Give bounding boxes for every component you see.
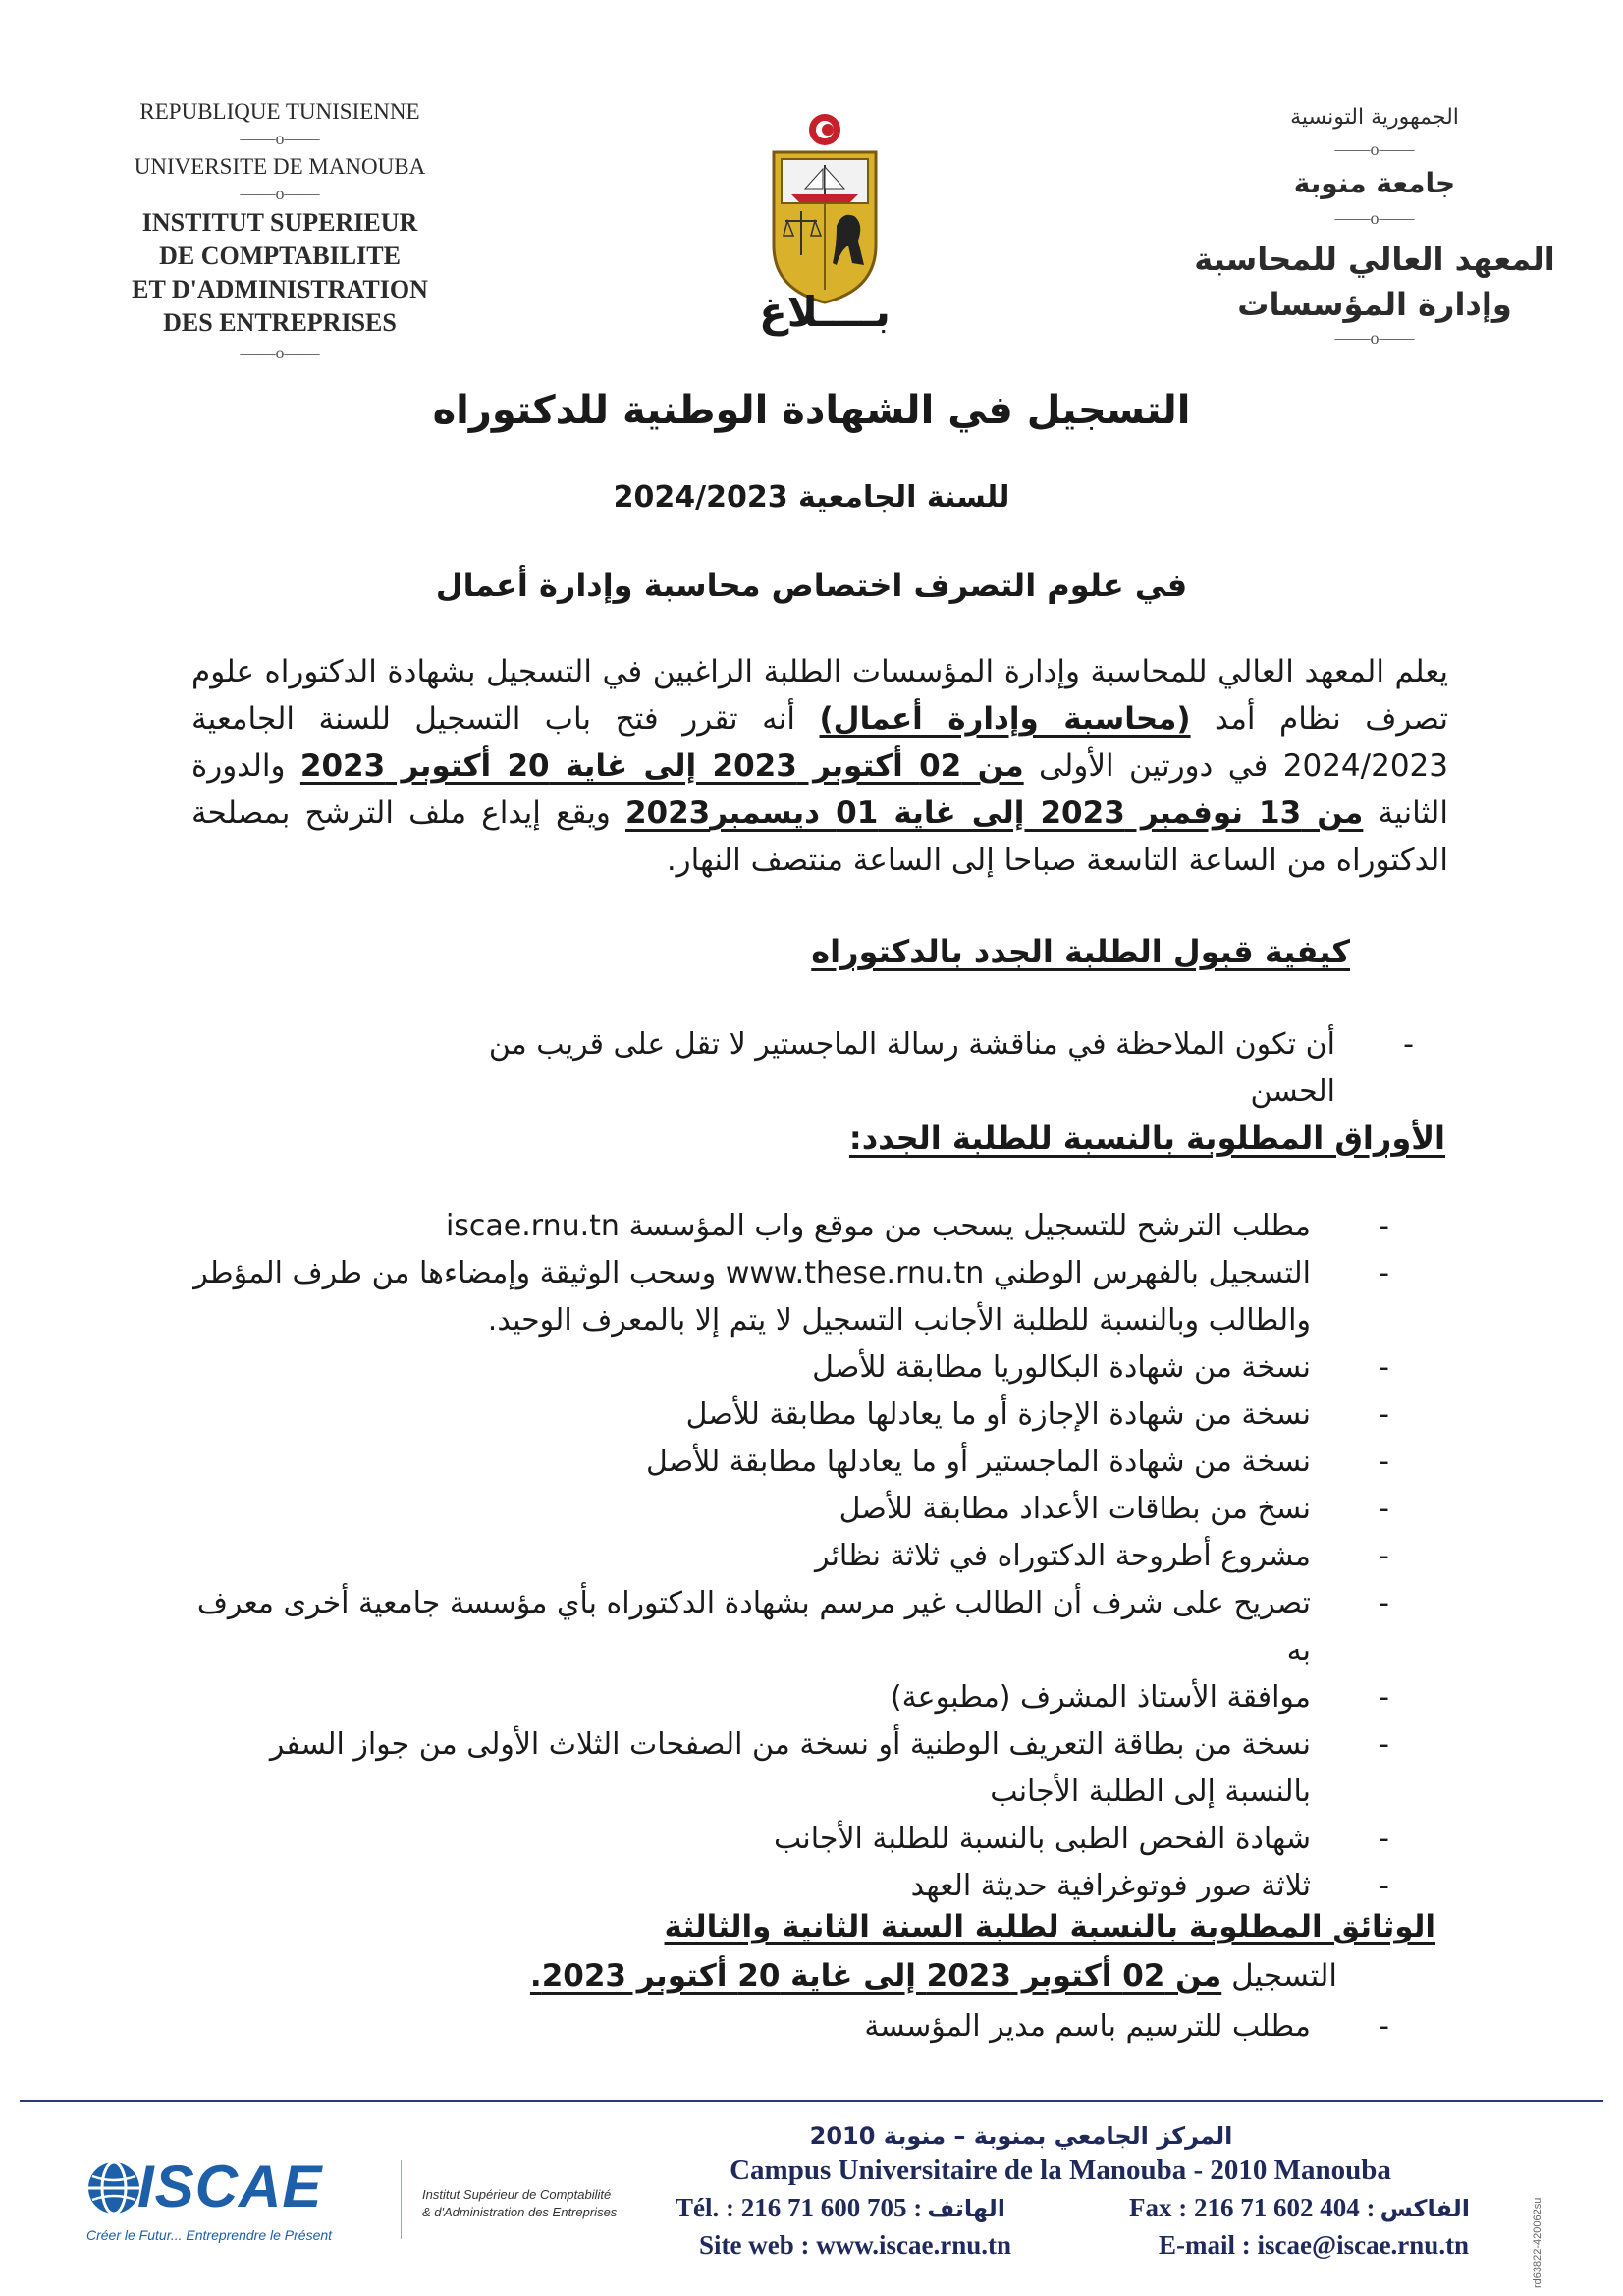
field-title: في علوم التصرف اختصاص محاسبة وإدارة أعمال: [435, 567, 1188, 604]
tel-number: Tél. : 216 71 600 705 :: [676, 2193, 923, 2222]
documents-returning-list: [412, 2003, 1389, 2050]
university-label: UNIVERSITE DE MANOUBA: [134, 154, 426, 179]
republic-label-ar: الجمهورية التونسية: [1290, 105, 1459, 130]
fax-number: Fax : 216 71 602 404 :: [1129, 2193, 1376, 2222]
documents-new-list: [187, 1203, 1389, 1910]
documents-returning-heading: الوثائق المطلوبة بالنسبة لطلبة السنة الثانية والثالثة: [664, 1909, 1435, 1944]
list-item: - نسخة من شهادة البكالوريا مطابقة للأصل: [187, 1344, 1389, 1392]
institute-name-ar: المعهد العالي للمحاسبة: [1194, 241, 1555, 278]
ornament: ——o——: [1334, 139, 1415, 159]
website-link[interactable]: Site web : www.iscae.rnu.tn: [699, 2230, 1011, 2260]
address-fr: Campus Universitaire de la Manouba - 2010 Manouba: [730, 2155, 1391, 2186]
footer-divider: [20, 2100, 1603, 2102]
ornament: ——o——: [240, 129, 320, 148]
intro-text: يعلم المعهد العالي للمحاسبة وإدارة المؤسسات الطلبة الراغبين في التسجيل بشهادة الدكتوراه علوم تصرف نظام أمد: [191, 654, 1448, 737]
page-title: التسجيل في الشهادة الوطنية للدكتوراه: [432, 388, 1191, 433]
intro-text: والدورة الثانية: [191, 748, 1448, 831]
list-item: - نسخ من بطاقات الأعداد مطابقة للأصل: [187, 1486, 1389, 1533]
university-label-ar: جامعة منوبة: [1293, 167, 1456, 199]
list-item: - أن تكون الملاحظة في مناقشة رسالة الماجستير لا تقل على قريب من الحسن: [412, 1021, 1414, 1116]
list-item: - نسخة من شهادة الماجستير أو ما يعادلها مطابقة للأصل: [187, 1439, 1389, 1486]
academic-year: للسنة الجامعية 2024/2023: [613, 480, 1010, 515]
registration-prefix: التسجيل: [1221, 1958, 1337, 1994]
header-right-block: [1178, 103, 1571, 347]
documents-new-heading: الأوراق المطلوبة بالنسبة للطلبة الجدد:: [848, 1120, 1445, 1157]
list-item: - شهادة الفحص الطبى بالنسبة للطلبة الأجانب: [187, 1816, 1389, 1863]
institute-name-line: ET D'ADMINISTRATION: [132, 275, 428, 303]
institute-name-line: DE COMPTABILITE: [159, 242, 401, 270]
institute-line: Institut Supérieur de Comptabilité: [422, 2187, 612, 2202]
registration-dates: من 02 أكتوبر 2023 إلى غاية 20 أكتوبر 2023.: [529, 1958, 1222, 1994]
list-item: - نسخة من بطاقة التعريف الوطنية أو نسخة من الصفحات الثلاث الأولى من جواز السفر بالنسبة إلى الطلبة الأجانب: [187, 1722, 1389, 1816]
institute-name-line: DES ENTREPRISES: [163, 308, 397, 337]
republic-label: REPUBLIQUE TUNISIENNE: [139, 99, 420, 124]
list-item: - موافقة الأستاذ المشرف (مطبوعة): [187, 1674, 1389, 1722]
session2-dates: من 13 نوفمبر 2023 إلى غاية 01 ديسمبر2023: [624, 795, 1364, 831]
email-link[interactable]: E-mail : iscae@iscae.rnu.tn: [1159, 2230, 1470, 2260]
ornament: ——o——: [1334, 328, 1415, 348]
institute-line: & d'Administration des Entreprises: [422, 2205, 618, 2219]
side-code: rd63822-420062su: [1532, 2197, 1543, 2288]
address-ar: المركز الجامعي بمنوبة – منوبة 2010: [809, 2122, 1233, 2150]
list-item: - مشروع أطروحة الدكتوراه في ثلاثة نظائر: [187, 1533, 1389, 1580]
intro-text: أنه تقرر فتح باب التسجيل للسنة الجامعية 2024/2023 في دورتين الأولى: [191, 701, 1448, 784]
institute-name-ar: وإدارة المؤسسات: [1237, 286, 1512, 323]
list-item: - تصريح على شرف أن الطالب غير مرسم بشهادة الدكتوراه بأي مؤسسة جامعية أخرى معرف به: [187, 1580, 1389, 1674]
tunisia-coat-of-arms-icon: [756, 108, 893, 304]
tel-label-ar: الهاتف: [927, 2195, 1006, 2222]
iscae-globe-icon: [86, 2160, 141, 2215]
institute-name-line: INSTITUT SUPERIEUR: [141, 208, 418, 237]
fax-line: [1129, 2190, 1542, 2225]
admission-list: [412, 1021, 1414, 1116]
header-left-block: [93, 98, 466, 361]
list-item: - مطلب للترسيم باسم مدير المؤسسة: [412, 2003, 1389, 2050]
list-item: - مطلب الترشح للتسجيل يسحب من موقع واب المؤسسة iscae.rnu.tn: [187, 1203, 1389, 1250]
specialty-highlight: (محاسبة وإدارة أعمال): [819, 701, 1191, 737]
institute-full-name: [422, 2186, 658, 2221]
list-item: - التسجيل بالفهرس الوطني www.these.rnu.tn وسحب الوثيقة وإمضاءها من طرف المؤطر والطالب وبالنسبة للطلبة الأجانب التسجيل لا يتم إلا بالمعرف الوحيد.: [187, 1250, 1389, 1344]
logo-text: ISCAE: [137, 2154, 323, 2219]
logo-tagline: Créer le Futur... Entreprendre le Présent: [86, 2227, 333, 2243]
ornament: ——o——: [1334, 208, 1415, 228]
notice-label: بــــلاغ: [759, 288, 891, 336]
admission-heading: كيفية قبول الطلبة الجدد بالدكتوراه: [811, 933, 1350, 970]
logo-separator: [401, 2160, 402, 2239]
ornament: ——o——: [240, 343, 320, 362]
fax-label-ar: الفاكس: [1380, 2195, 1470, 2222]
intro-text: ويقع إيداع ملف الترشح بمصلحة الدكتوراه من الساعة التاسعة صباحا إلى الساعة منتصف النهار.: [191, 795, 1448, 878]
list-item: - نسخة من شهادة الإجازة أو ما يعادلها مطابقة للأصل: [187, 1392, 1389, 1439]
iscae-logo: [86, 2154, 401, 2249]
returning-registration-line: [295, 1952, 1337, 1999]
list-item: - ثلاثة صور فوتوغرافية حديثة العهد: [187, 1863, 1389, 1910]
tel-line: [676, 2190, 1088, 2225]
intro-paragraph: [191, 648, 1448, 884]
ornament: ——o——: [240, 184, 320, 203]
session1-dates: من 02 أكتوبر 2023 إلى غاية 20 أكتوبر 2023: [299, 748, 1024, 784]
